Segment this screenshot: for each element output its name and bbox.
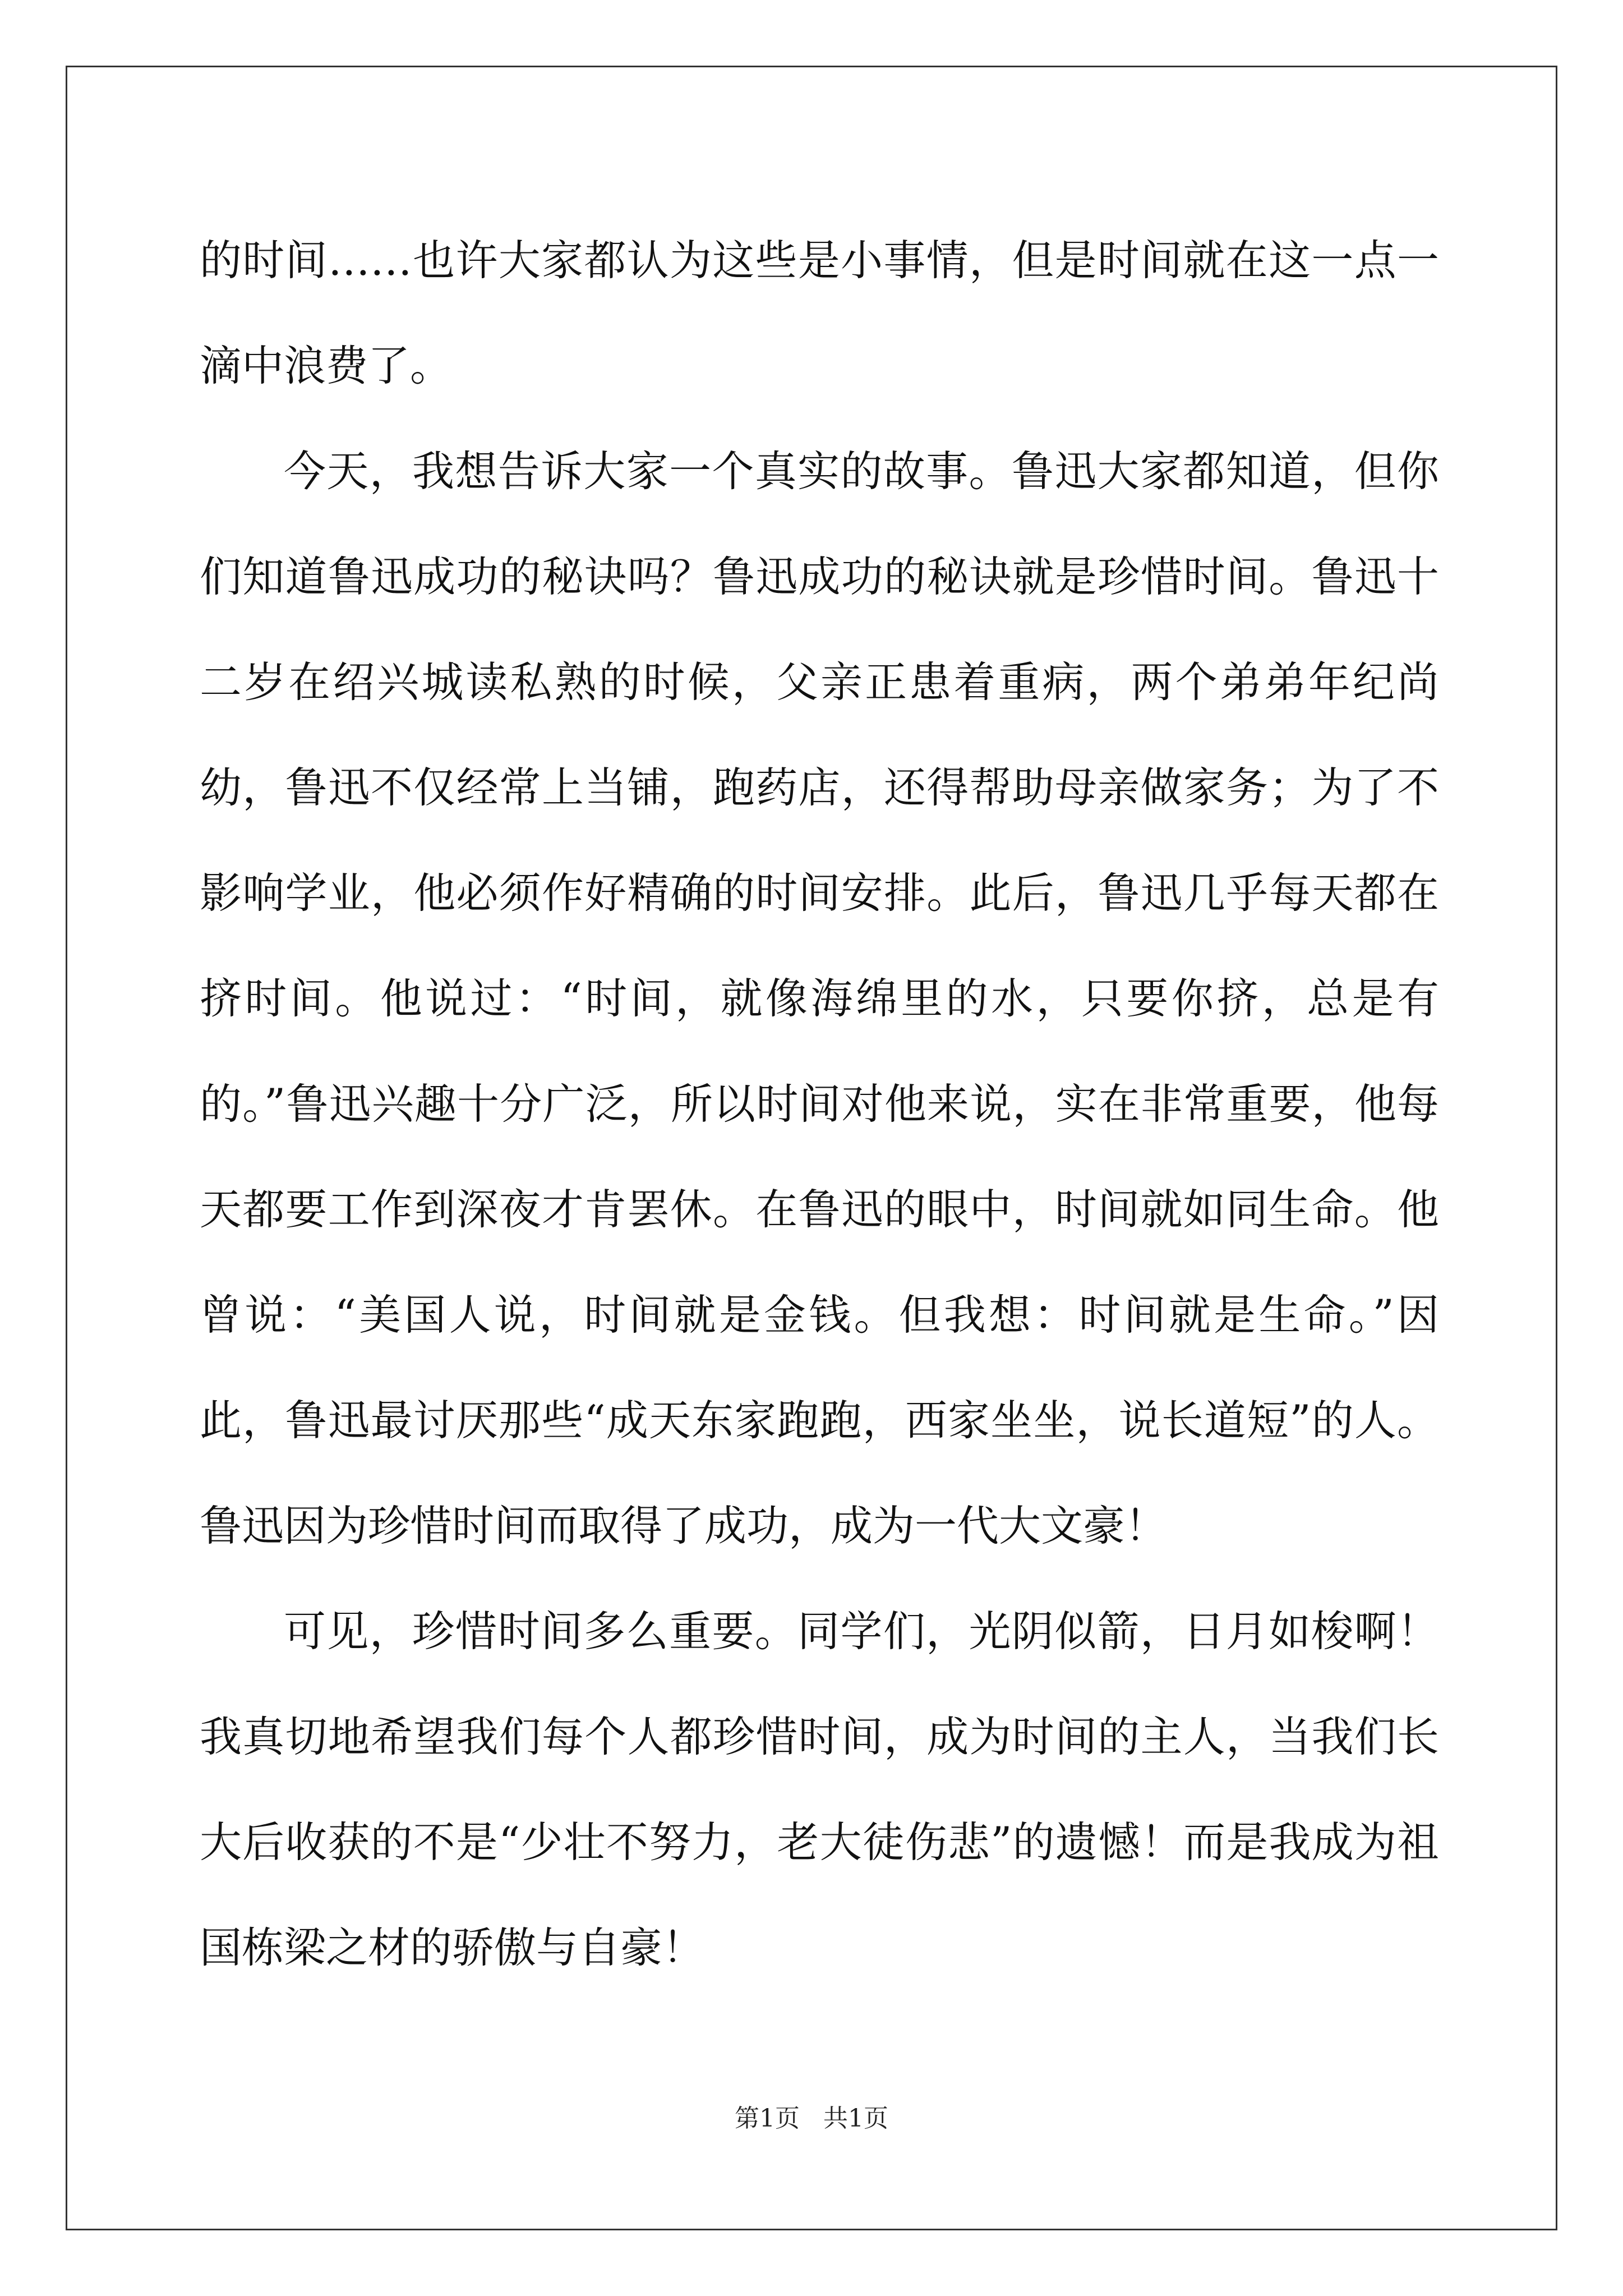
paragraph-2: 今天，我想告诉大家一个真实的故事。鲁迅大家都知道，但你们知道鲁迅成功的秘诀吗？鲁迅成功的秘诀就是珍惜时间。鲁迅十二岁在绍兴城读私熟的时候，父亲正患着重病，两个弟弟年纪尚幼，鲁迅不仅经常上当铺，跑药店，还得帮助母亲做家务；为了不影响学业，他必须作好精确的时间安排。此后，鲁迅几乎每天都在挤时间。他说过：“时间，就像海绵里的水，只要你挤，总是有的。”鲁迅兴趣十分广泛，所以时间对他来说，实在非常重要，他每天都要工作到深夜才肯罢休。在鲁迅的眼中，时间就如同生命。他曾说：“美国人说，时间就是金钱。但我想：时间就是生命。”因此，鲁迅最讨厌那些“成天东家跑跑，西家坐坐，说长道短”的人。鲁迅因为珍惜时间而取得了成功，成为一代大文豪！ (200, 447, 1439, 1550)
page-number-footer: 第1页 共1页 (735, 2104, 888, 2133)
paragraph-3: 可见，珍惜时间多么重要。同学们，光阴似箭，日月如梭啊！我真切地希望我们每个人都珍惜时间，成为时间的主人，当我们长大后收获的不是“少壮不努力，老大徒伤悲”的遗憾！而是我成为祖国栋梁之材的骄傲与自豪！ (200, 1607, 1439, 1972)
document-body (200, 208, 1439, 2000)
paragraph-1: 的时间……也许大家都认为这些是小事情，但是时间就在这一点一滴中浪费了。 (200, 236, 1439, 390)
